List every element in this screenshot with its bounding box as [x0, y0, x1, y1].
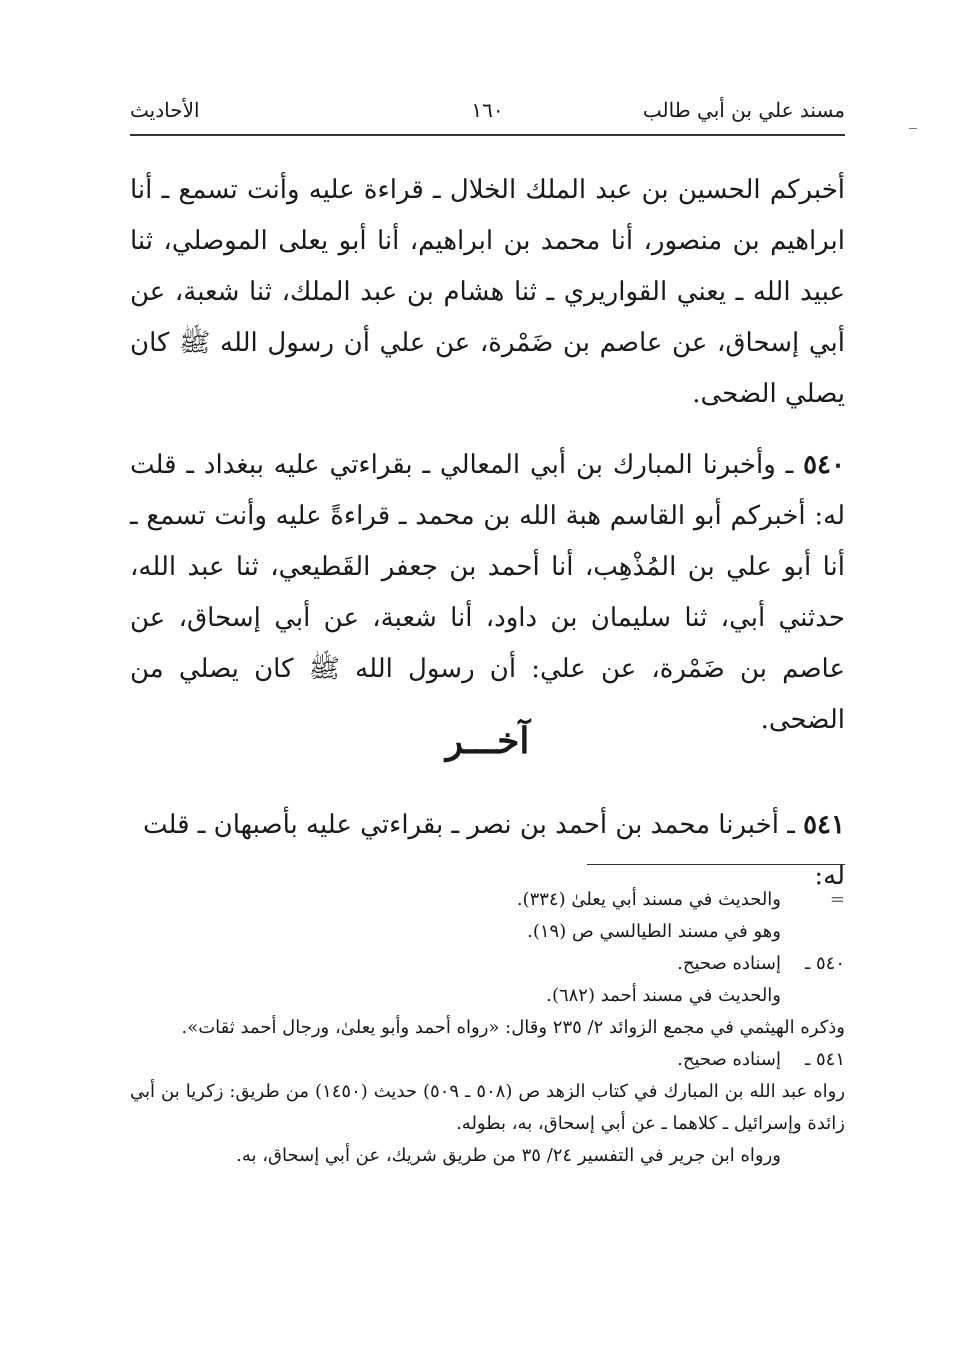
hadith-number-541: ٥٤١ — [803, 810, 845, 840]
hadith-text-540: ـ وأخبرنا المبارك بن أبي المعالي ـ بقراءتي عليه ببغداد ـ قلت له: أخبركم أبو القاسم هبة الله بن محمد ـ قراءةً عليه وأنت تسمع ـ أنا أبو علي بن المُذْهِب، أنا أحمد بن جعفر القَطيعي، ثنا عبد الله، حدثني أبي، ثنا سليمان بن داود، أنا شعبة، عن أبي إسحاق، عن عاصم بن ضَمْرة، عن علي: أن رسول الله ﷺ كان يصلي من الضحى. — [130, 450, 845, 735]
section-title: الأحاديث — [130, 98, 200, 122]
footnote-label-541: ٥٤١ ـ — [804, 1049, 845, 1070]
footnote-text: رواه عبد الله بن المبارك في كتاب الزهد ص (٥٠٨ ـ ٥٠٩) حديث (١٤٥٠) من طريق: زكريا بن أبي زائدة وإسرائيل ـ كلاهما ـ عن أبي إسحاق، به، بطوله. — [130, 1081, 846, 1134]
page-number: ١٦٠ — [471, 98, 504, 122]
footnotes — [130, 884, 845, 1172]
footnote-line — [130, 916, 845, 948]
footnote-text: والحديث في مسند أبي يعلىٰ (٣٣٤). — [516, 889, 781, 910]
book-title: مسند علي بن أبي طالب — [642, 98, 845, 122]
footnote-line — [130, 884, 845, 916]
hadith-text-541: ـ أخبرنا محمد بن أحمد بن نصر ـ بقراءتي عليه بأصبهان ـ قلت له: — [142, 810, 845, 891]
footnote-text: ورواه ابن جرير في التفسير ٢٤/ ٣٥ من طريق شريك، عن أبي إسحاق، به. — [236, 1145, 781, 1166]
footnote-rule — [587, 864, 845, 865]
footnote-text: إسناده صحيح. — [677, 1049, 781, 1070]
paragraph-540 — [130, 440, 845, 746]
footnote-line — [130, 1012, 845, 1044]
margin-mark — [909, 128, 917, 129]
paragraph-539-continued: أخبركم الحسين بن عبد الملك الخلال ـ قراءة عليه وأنت تسمع ـ أنا ابراهيم بن منصور، أنا محمد بن ابراهيم، أنا أبو يعلى الموصلي، ثنا عبيد الله ـ يعني القواريري ـ ثنا هشام بن عبد الملك، ثنا شعبة، عن أبي إسحاق، عن عاصم بن ضَمْرة، عن علي أن رسول الله ﷺ كان يصلي الضحى. — [130, 175, 845, 409]
page-header — [130, 98, 845, 132]
footnote-line — [130, 1076, 845, 1140]
hadith-number-540: ٥٤٠ — [803, 450, 845, 480]
header-rule — [130, 134, 845, 136]
footnote-line — [130, 980, 845, 1012]
footnote-text: إسناده صحيح. — [677, 953, 781, 974]
main-text — [130, 165, 845, 746]
footnote-text: وهو في مسند الطيالسي ص (١٩). — [527, 921, 781, 942]
footnote-line — [130, 948, 845, 980]
footnote-label-540: ٥٤٠ ـ — [804, 953, 845, 974]
footnote-text: والحديث في مسند أحمد (٦٨٢). — [546, 985, 781, 1006]
footnote-line — [130, 1140, 845, 1172]
footnote-text: وذكره الهيثمي في مجمع الزوائد ٢/ ٢٣٥ وقال: «رواه أحمد وأبو يعلىٰ، ورجال أحمد ثقات». — [181, 1017, 845, 1038]
footnote-line — [130, 1044, 845, 1076]
section-heading: آخـــر — [445, 720, 530, 762]
continuation-marker: = — [829, 889, 845, 910]
